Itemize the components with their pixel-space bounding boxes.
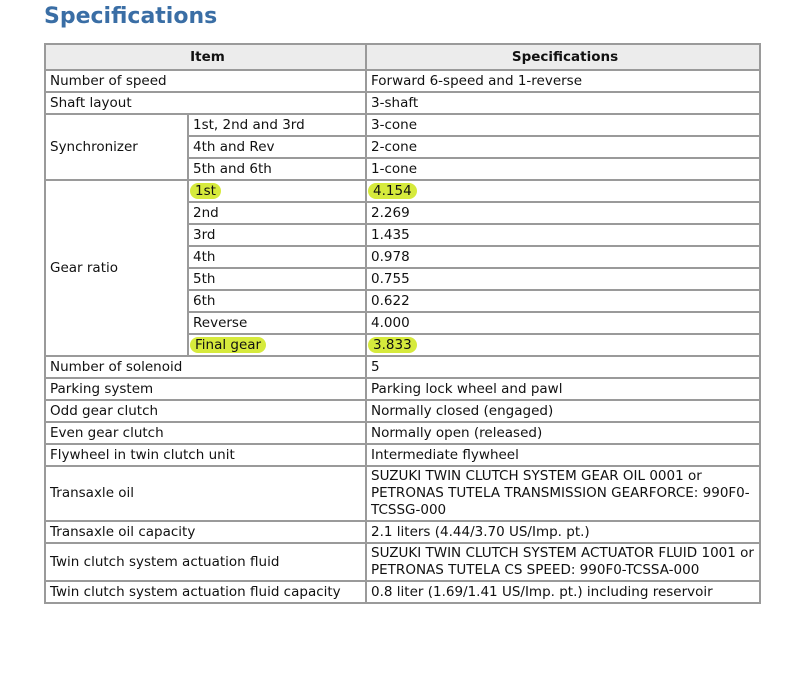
spec-cell: 0.622 <box>366 290 760 312</box>
spec-cell: Forward 6-speed and 1-reverse <box>366 70 760 92</box>
spec-cell: 0.8 liter (1.69/1.41 US/Imp. pt.) including reservoir <box>366 581 760 603</box>
table-row <box>45 378 760 400</box>
table-row <box>45 521 760 543</box>
sub-item-cell <box>188 180 366 202</box>
highlight-marker: 1st <box>190 183 221 199</box>
sub-item-cell <box>188 334 366 356</box>
sub-item-cell: 6th <box>188 290 366 312</box>
spec-cell: 0.978 <box>366 246 760 268</box>
item-cell: Number of speed <box>45 70 366 92</box>
spec-cell: 3-shaft <box>366 92 760 114</box>
sub-item-cell: 3rd <box>188 224 366 246</box>
specifications-table <box>44 43 761 604</box>
item-cell: Odd gear clutch <box>45 400 366 422</box>
spec-cell: Normally closed (engaged) <box>366 400 760 422</box>
item-cell: Number of solenoid <box>45 356 366 378</box>
spec-cell <box>366 334 760 356</box>
item-cell: Even gear clutch <box>45 422 366 444</box>
table-row <box>45 180 760 202</box>
table-row <box>45 70 760 92</box>
sub-item-cell: 5th <box>188 268 366 290</box>
header-item: Item <box>45 44 366 70</box>
table-header-row <box>45 44 760 70</box>
table-row <box>45 444 760 466</box>
table-row <box>45 422 760 444</box>
item-cell: Transaxle oil capacity <box>45 521 366 543</box>
synchronizer-label: Synchronizer <box>45 114 188 180</box>
table-row <box>45 581 760 603</box>
item-cell: Parking system <box>45 378 366 400</box>
spec-cell: 1-cone <box>366 158 760 180</box>
spec-cell: Parking lock wheel and pawl <box>366 378 760 400</box>
highlight-marker: 4.154 <box>368 183 417 199</box>
spec-cell: 2.1 liters (4.44/3.70 US/Imp. pt.) <box>366 521 760 543</box>
sub-item-cell: 4th <box>188 246 366 268</box>
highlight-marker: 3.833 <box>368 337 417 353</box>
table-row <box>45 466 760 521</box>
page-title: Specifications <box>44 4 218 29</box>
item-cell: Flywheel in twin clutch unit <box>45 444 366 466</box>
item-cell: Transaxle oil <box>45 466 366 521</box>
spec-cell: Intermediate flywheel <box>366 444 760 466</box>
table-row <box>45 400 760 422</box>
spec-cell: Normally open (released) <box>366 422 760 444</box>
sub-item-cell: 1st, 2nd and 3rd <box>188 114 366 136</box>
spec-cell: SUZUKI TWIN CLUTCH SYSTEM GEAR OIL 0001 or PETRONAS TUTELA TRANSMISSION GEARFORCE: 990F0-TCSSG-000 <box>366 466 760 521</box>
item-cell: Shaft layout <box>45 92 366 114</box>
item-cell: Twin clutch system actuation fluid capacity <box>45 581 366 603</box>
spec-cell: 4.000 <box>366 312 760 334</box>
sub-item-cell: Reverse <box>188 312 366 334</box>
gear-ratio-label: Gear ratio <box>45 180 188 356</box>
spec-cell: 5 <box>366 356 760 378</box>
table-row <box>45 356 760 378</box>
sub-item-cell: 5th and 6th <box>188 158 366 180</box>
item-cell: Twin clutch system actuation fluid <box>45 543 366 581</box>
table-row <box>45 92 760 114</box>
spec-cell: 3-cone <box>366 114 760 136</box>
spec-cell: SUZUKI TWIN CLUTCH SYSTEM ACTUATOR FLUID 1001 or PETRONAS TUTELA CS SPEED: 990F0-TCSSA-000 <box>366 543 760 581</box>
spec-cell: 2-cone <box>366 136 760 158</box>
header-specifications: Specifications <box>366 44 760 70</box>
spec-cell <box>366 180 760 202</box>
table-row <box>45 543 760 581</box>
sub-item-cell: 2nd <box>188 202 366 224</box>
spec-cell: 2.269 <box>366 202 760 224</box>
table-row <box>45 114 760 136</box>
spec-cell: 0.755 <box>366 268 760 290</box>
spec-cell: 1.435 <box>366 224 760 246</box>
highlight-marker: Final gear <box>190 337 266 353</box>
sub-item-cell: 4th and Rev <box>188 136 366 158</box>
